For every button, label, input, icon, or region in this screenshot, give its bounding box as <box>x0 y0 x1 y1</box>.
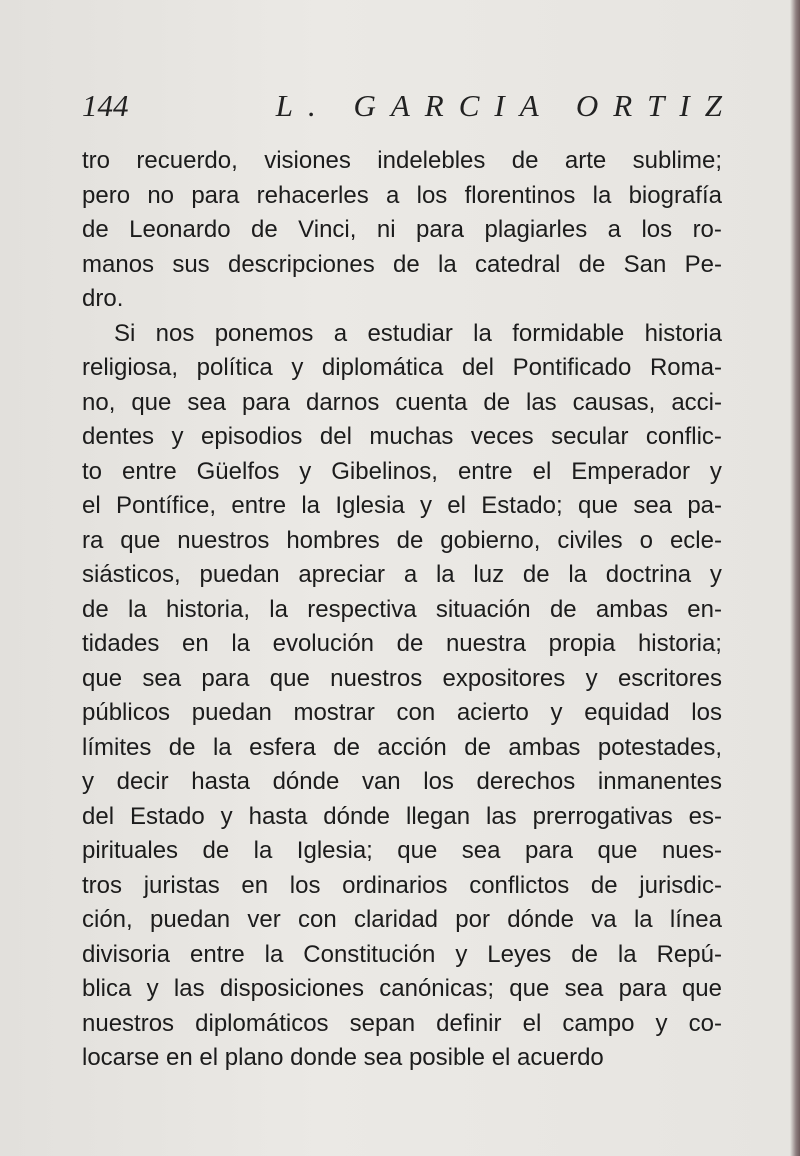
text-line: ción, puedan ver con claridad por dónde va la línea <box>82 906 722 933</box>
page-edge <box>790 0 800 1156</box>
text-line: to entre Güelfos y Gibelinos, entre el Emperador y <box>82 457 722 485</box>
text-line: Si nos ponemos a estudiar la formidable historia <box>114 319 722 347</box>
text-line: tro recuerdo, visiones indelebles de arte sublime; <box>82 147 722 174</box>
running-title: L. GARCIA ORTIZ <box>275 88 737 123</box>
text-line: ra que nuestros hombres de gobierno, civiles o ecle- <box>82 526 722 554</box>
text-line: manos sus descripciones de la catedral de San Pe- <box>82 250 722 278</box>
running-head <box>82 88 737 128</box>
text-line: tidades en la evolución de nuestra propia historia; <box>82 630 722 657</box>
text-line: pero no para rehacerles a los florentinos la biografía <box>82 181 722 209</box>
text-line: el Pontífice, entre la Iglesia y el Estado; que sea pa- <box>82 492 722 519</box>
text-line: religiosa, política y diplomática del Pontificado Roma- <box>82 354 722 381</box>
text-line: pirituales de la Iglesia; que sea para que nues- <box>82 837 722 864</box>
text-line: locarse en el plano donde sea posible el acuerdo <box>82 1044 604 1071</box>
paragraph <box>82 144 722 317</box>
text-line: divisoria entre la Constitución y Leyes de la Repú- <box>82 940 722 968</box>
text-line: blica y las disposiciones canónicas; que sea para que <box>82 975 722 1002</box>
text-line: públicos puedan mostrar con acierto y equidad los <box>82 699 722 726</box>
text-line: de la historia, la respectiva situación de ambas en- <box>82 595 722 623</box>
text-line: del Estado y hasta dónde llegan las prerrogativas es- <box>82 802 722 830</box>
body-text <box>82 144 722 1076</box>
text-line: y decir hasta dónde van los derechos inmanentes <box>82 768 722 795</box>
text-line: límites de la esfera de acción de ambas potestades, <box>82 733 722 761</box>
text-line: siásticos, puedan apreciar a la luz de la doctrina y <box>82 561 722 588</box>
text-line: dentes y episodios del muchas veces secular conflic- <box>82 423 722 450</box>
text-line: que sea para que nuestros expositores y escritores <box>82 664 722 692</box>
text-line: nuestros diplomáticos sepan definir el campo y co- <box>82 1009 722 1037</box>
text-line: dro. <box>82 285 124 312</box>
text-line: no, que sea para darnos cuenta de las causas, acci- <box>82 388 722 416</box>
text-line: de Leonardo de Vinci, ni para plagiarles a los ro- <box>82 216 722 243</box>
paragraph <box>82 317 722 1076</box>
text-line: tros juristas en los ordinarios conflictos de jurisdic- <box>82 871 722 899</box>
page-number: 144 <box>82 88 129 123</box>
